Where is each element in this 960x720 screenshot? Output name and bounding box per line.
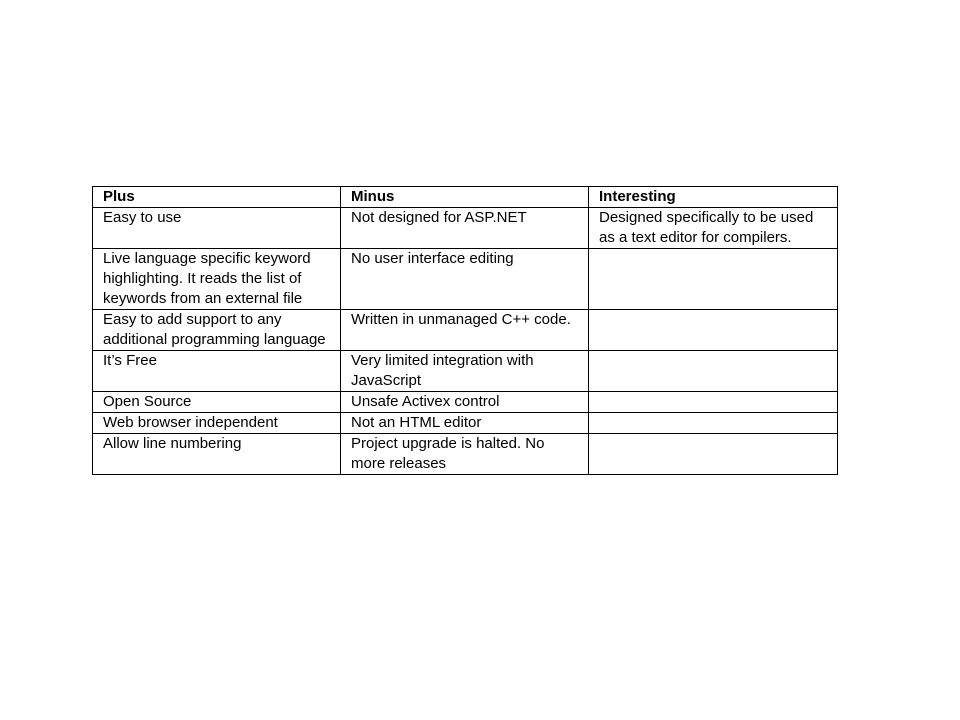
minus-cell: Not designed for ASP.NET [341,208,589,249]
table-header-row [93,187,838,208]
pmi-table [92,186,838,475]
header-plus: Plus [93,187,341,208]
header-minus: Minus [341,187,589,208]
minus-cell: Written in unmanaged C++ code. [341,310,589,351]
interesting-cell [589,351,838,392]
minus-cell: Unsafe Activex control [341,392,589,413]
interesting-cell [589,413,838,434]
table-row [93,413,838,434]
table-row [93,208,838,249]
interesting-cell [589,310,838,351]
table-row [93,310,838,351]
plus-cell: Easy to use [93,208,341,249]
table-row [93,434,838,475]
table-row [93,351,838,392]
interesting-cell [589,392,838,413]
plus-cell: Live language specific keyword highlighting. It reads the list of keywords from an external file [93,249,341,310]
plus-cell: Web browser independent [93,413,341,434]
interesting-cell [589,434,838,475]
table-row [93,249,838,310]
minus-cell: Not an HTML editor [341,413,589,434]
header-interesting: Interesting [589,187,838,208]
plus-cell: Open Source [93,392,341,413]
plus-cell: Allow line numbering [93,434,341,475]
plus-cell: Easy to add support to any additional programming language [93,310,341,351]
minus-cell: Project upgrade is halted. No more releases [341,434,589,475]
interesting-cell [589,249,838,310]
plus-cell: It’s Free [93,351,341,392]
minus-cell: Very limited integration with JavaScript [341,351,589,392]
minus-cell: No user interface editing [341,249,589,310]
interesting-cell: Designed specifically to be used as a text editor for compilers. [589,208,838,249]
table-row [93,392,838,413]
